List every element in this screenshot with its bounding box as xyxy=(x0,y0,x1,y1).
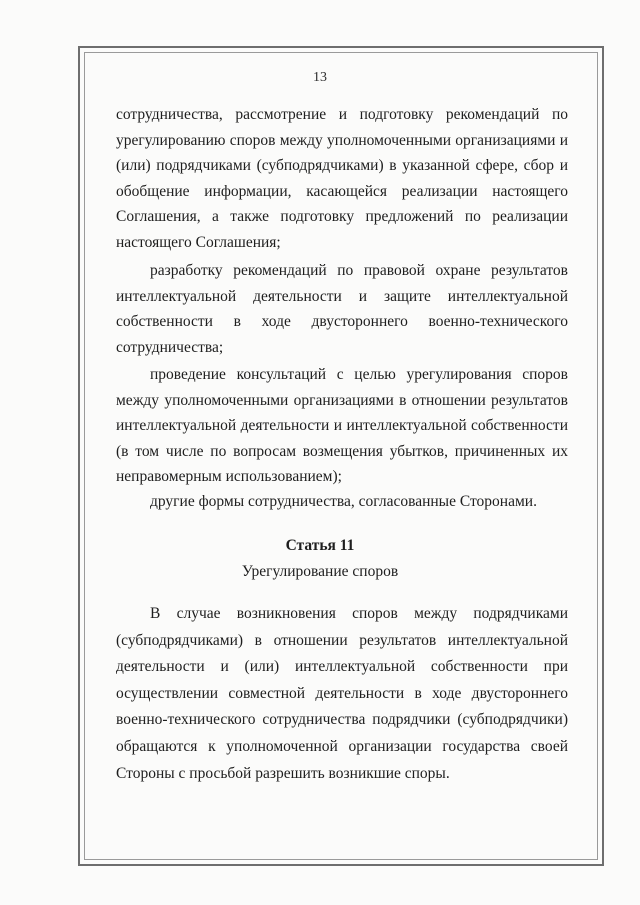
article-heading: Статья 11 xyxy=(285,537,355,554)
page-number: 13 xyxy=(313,70,327,85)
paragraph-continuation: сотрудничества, рассмотрение и подготовку рекомендаций по урегулированию споров между уполномоченными организациями и (или) подрядчиками (субподрядчиками) в указанной сфере, сбор и обобщение информации, касающейся реализации настоящего Соглашения, а также подготовку предложений по реализации настоящего Соглашения; xyxy=(116,106,568,251)
paragraph-consultations: проведение консультаций с целью урегулирования споров между уполномоченными организациями в отношении результатов интеллектуальной деятельности и интеллектуальной собственности (в том числе по вопросам возмещения убытков, причиненных их неправомерным использованием); xyxy=(116,366,568,486)
paragraph-recommendations: разработку рекомендаций по правовой охране результатов интеллектуальной деятельности и защите интеллектуальной собственности в ходе двустороннего военно-технического сотрудничества; xyxy=(116,262,568,356)
article-body-paragraph: В случае возникновения споров между подрядчиками (субподрядчиками) в отношении результатов интеллектуальной деятельности и (или) интеллектуальной собственности при осуществлении совместной деятельности в ходе двустороннего военно-технического сотрудничества подрядчики (субподрядчики) обращаются к уполномоченной организации государства своей Стороны с просьбой разрешить возникшие споры. xyxy=(116,605,568,782)
article-subheading: Урегулирование споров xyxy=(241,563,399,580)
paragraph-other-forms: другие формы сотрудничества, согласованные Сторонами. xyxy=(150,493,537,510)
